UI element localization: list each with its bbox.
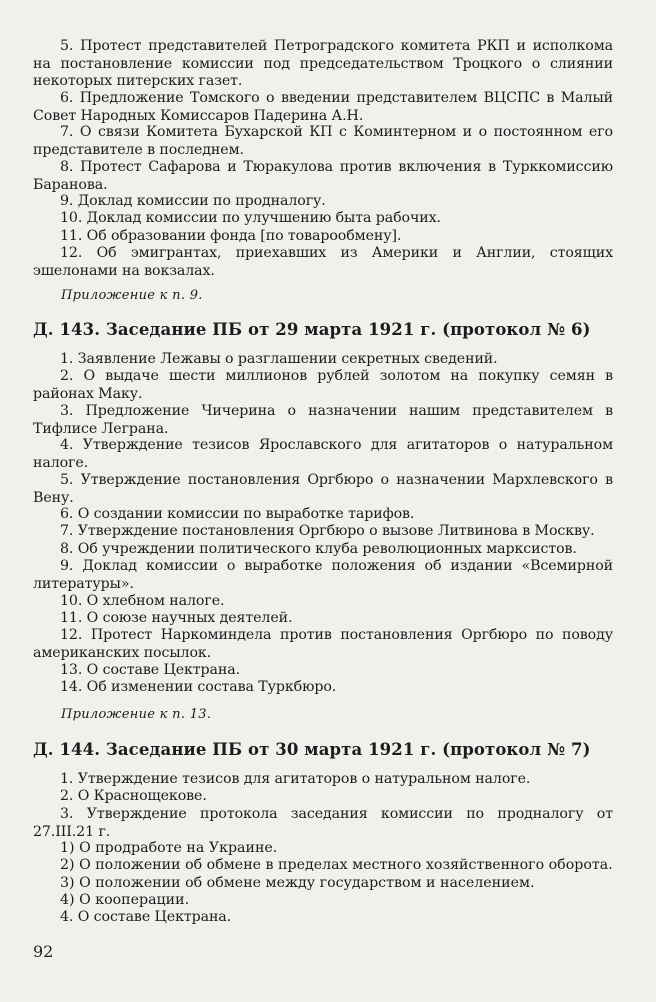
list-item: 11. О союзе научных деятелей. xyxy=(60,610,293,626)
list-item: 14. Об изменении состава Туркбюро. xyxy=(60,679,337,695)
list-item: 10. О хлебном налоге. xyxy=(60,593,225,609)
list-item: 3. Предложение Чичерина о назначении нашим представителем в Тифлисе Леграна. xyxy=(33,403,613,437)
list-item: 7. Утверждение постановления Оргбюро о вызове Литвинова в Москву. xyxy=(60,523,595,539)
list-item: 3. Утверждение протокола заседания комиссии по продналогу от 27.III.21 г. xyxy=(33,806,613,840)
list-item: 8. Протест Сафарова и Тюракулова против включения в Турккомиссию Баранова. xyxy=(33,159,613,193)
sub-item: 4) О кооперации. xyxy=(60,892,190,908)
list-item: 6. О создании комиссии по выработке тарифов. xyxy=(60,506,415,522)
list-item: 9. Доклад комиссии по продналогу. xyxy=(60,193,326,209)
list-item: 6. Предложение Томского о введении представителем ВЦСПС в Малый Совет Народных Комиссаров Падерина А.Н. xyxy=(33,90,613,124)
list-item: 5. Протест представителей Петроградского комитета РКП и исполкома на постановление комиссии под председательством Троцкого о слиянии некоторых питерских газет. xyxy=(33,38,613,90)
list-item: 11. Об образовании фонда [по товарообмену]. xyxy=(60,228,402,244)
sub-item: 1) О продработе на Украине. xyxy=(60,840,278,856)
list-item: 2. О Краснощекове. xyxy=(60,788,207,804)
list-item: 1. Заявление Лежавы о разглашении секретных сведений. xyxy=(60,351,498,367)
appendix-note: Приложение к п. 13. xyxy=(61,707,212,722)
list-item: 8. Об учреждении политического клуба революционных марксистов. xyxy=(60,541,577,557)
list-item: 5. Утверждение постановления Оргбюро о назначении Мархлевского в Вену. xyxy=(33,472,613,506)
appendix-note: Приложение к п. 9. xyxy=(61,288,203,303)
sub-item: 3) О положении об обмене между государством и населением. xyxy=(60,875,535,891)
list-item: 13. О составе Цектрана. xyxy=(60,662,240,678)
sub-item: 2) О положении об обмене в пределах местного хозяйственного оборота. xyxy=(60,857,613,873)
list-item: 12. Об эмигрантах, приехавших из Америки и Англии, стоящих эшелонами на вокзалах. xyxy=(33,245,613,279)
list-item: 1. Утверждение тезисов для агитаторов о натуральном налоге. xyxy=(60,771,531,787)
list-item: 12. Протест Наркоминдела против постановления Оргбюро по поводу американских посылок. xyxy=(33,627,613,661)
list-item: 10. Доклад комиссии по улучшению быта рабочих. xyxy=(60,210,441,226)
list-item: 2. О выдаче шести миллионов рублей золотом на покупку семян в районах Маку. xyxy=(33,368,613,402)
list-item: 4. Утверждение тезисов Ярославского для агитаторов о натуральном налоге. xyxy=(33,437,613,471)
list-item: 7. О связи Комитета Бухарской КП с Коминтерном и о постоянном его представителе в последнем. xyxy=(33,124,613,158)
page-number: 92 xyxy=(33,942,54,961)
list-item: 9. Доклад комиссии о выработке положения об издании «Всемирной литературы». xyxy=(33,558,613,592)
section-heading: Д. 143. Заседание ПБ от 29 марта 1921 г. (протокол № 6) xyxy=(33,320,591,339)
list-item: 4. О составе Цектрана. xyxy=(60,909,232,925)
section-heading: Д. 144. Заседание ПБ от 30 марта 1921 г. (протокол № 7) xyxy=(33,740,591,759)
